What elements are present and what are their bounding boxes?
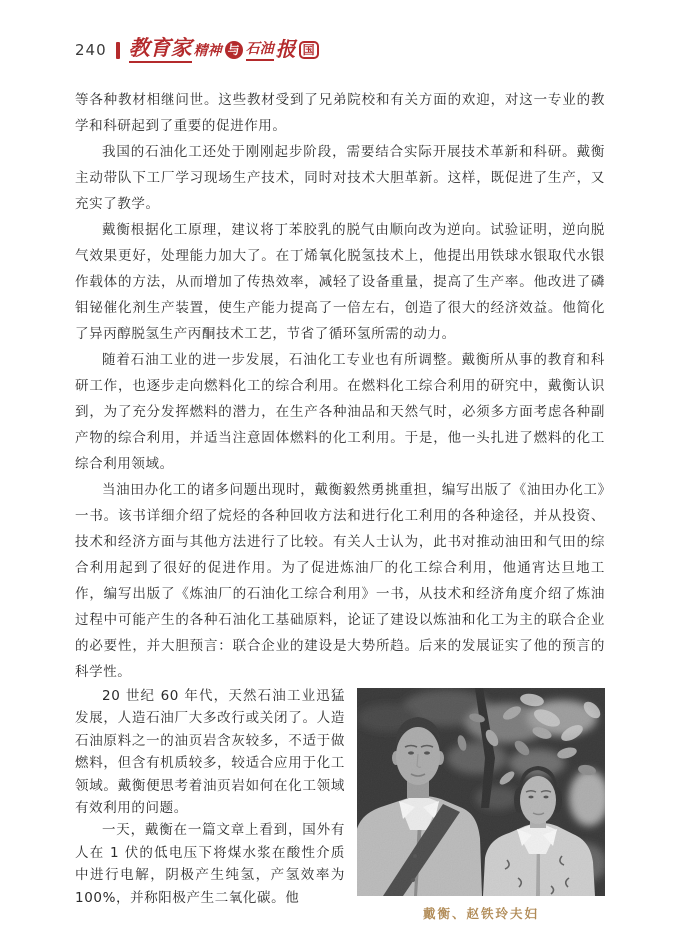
paragraph: 20 世纪 60 年代，天然石油工业迅猛发展，人造石油厂大多改行或关闭了。人造石油原料之一的油页岩含灰较多，不适于做燃料，但含有机质较多，较适合应用于化工领域。戴衡便思考着油页岩如何在化工领域有效利用的问题。 <box>75 688 345 817</box>
book-title-part-2: 精神 <box>193 42 222 59</box>
book-title <box>129 37 319 62</box>
paragraph: 等各种教材相继问世。这些教材受到了兄弟院校和有关方面的欢迎，对这一专业的教学和科研起到了重要的促进作用。 <box>75 92 605 134</box>
book-title-circle-char: 与 <box>225 41 243 59</box>
page-header <box>75 36 605 64</box>
page-number: 240 <box>75 41 107 59</box>
paragraph: 戴衡根据化工原理，建议将丁苯胶乳的脱气由顺向改为逆向。试验证明，逆向脱气效果更好，处理能力加大了。在丁烯氧化脱氢技术上，他提出用铁球水银取代水银作载体的方法，从而增加了传热效率，减轻了设备重量，提高了生产率。他改进了磷钼铋催化剂生产装置，使生产能力提高了一倍左右，创造了很大的经济效益。他简化了异丙醇脱氢生产丙酮技术工艺，节省了循环氢所需的动力。 <box>75 222 605 342</box>
book-title-boxed-char: 国 <box>299 41 319 59</box>
header-divider-bar <box>116 42 120 59</box>
book-title-part-4: 石油 <box>246 38 274 61</box>
photo-wrap-section <box>75 685 605 921</box>
paragraph: 我国的石油化工还处于刚刚起步阶段，需要结合实际开展技术革新和科研。戴衡主动带队下工厂学习现场生产技术，同时对技术大胆革新。这样，既促进了生产，又充实了教学。 <box>75 144 605 212</box>
paragraph: 一天，戴衡在一篇文章上看到，国外有人在 1 伏的低电压下将煤水浆在酸性介质中进行电解，阴极产生纯氢，产氢效率为 100%，并称阳极产生二氧化碳。他 <box>75 822 345 906</box>
paragraph: 当油田办化工的诸多问题出现时，戴衡毅然勇挑重担，编写出版了《油田办化工》一书。该书详细介绍了烷烃的各种回收方法和进行化工利用的各种途径，并从投资、技术和经济方面与其他方法进行了比较。有关人士认为，此书对推动油田和气田的综合利用起到了很好的促进作用。为了促进炼油厂的化工综合利用，他通宵达旦地工作，编写出版了《炼油厂的石油化工综合利用》一书，从技术和经济角度介绍了炼油过程中可能产生的各种石油化工基础原料，论证了建设以炼油和化工为主的联合企业的必要性，并大胆预言：联合企业的建设是大势所趋。后来的发展证实了他的预言的科学性。 <box>75 482 605 680</box>
figure <box>357 688 605 922</box>
book-title-part-1: 教育家 <box>129 37 192 62</box>
couple-photo <box>357 688 605 896</box>
paragraph: 随着石油工业的进一步发展，石油化工专业也有所调整。戴衡所从事的教育和科研工作，也逐步走向燃料化工的综合利用。在燃料化工综合利用的研究中，戴衡认识到，为了充分发挥燃料的潜力，在生产各种油品和天然气时，必须多方面考虑各种副产物的综合利用，并适当注意固体燃料的化工利用。于是，他一头扎进了燃料的化工综合利用领域。 <box>75 352 605 472</box>
book-title-part-5: 报 <box>275 37 296 62</box>
article-body <box>75 87 605 921</box>
photo-caption: 戴衡、赵铁玲夫妇 <box>422 906 539 921</box>
